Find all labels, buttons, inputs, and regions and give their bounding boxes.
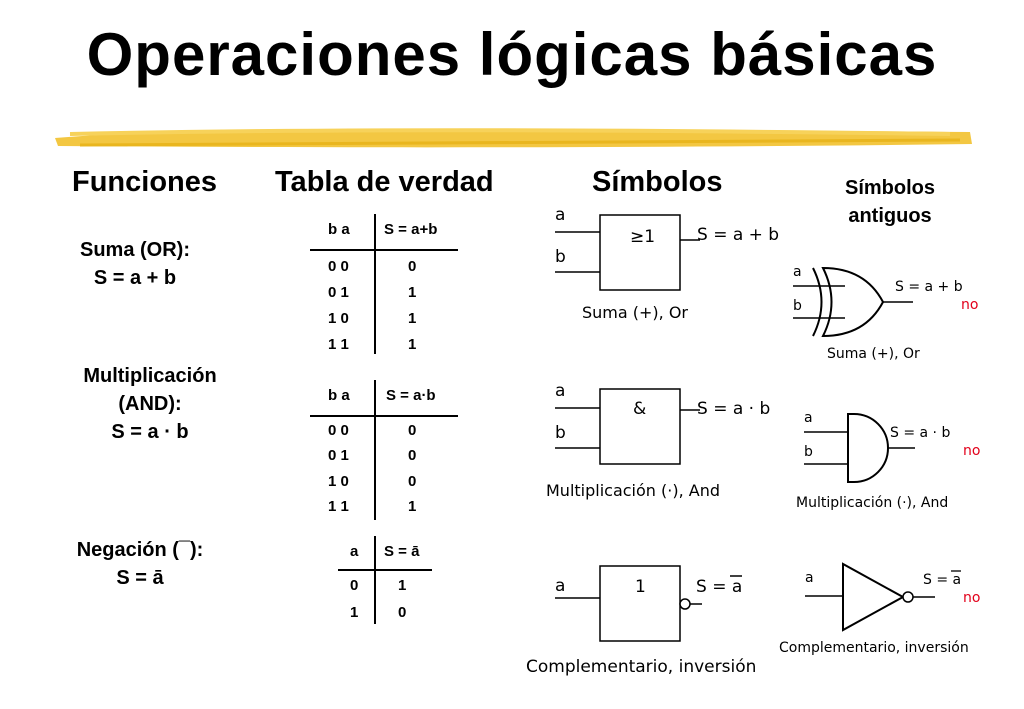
sym-or-caption: Suma (+), Or — [582, 303, 689, 322]
old-not-output — [923, 572, 961, 588]
tt-or-head-in: b a — [328, 221, 350, 238]
tt-or-head-out: S = a+b — [384, 221, 438, 238]
tt-and-head-in: b a — [328, 387, 350, 404]
tt-not-r0-out: 1 — [398, 577, 407, 594]
tt-and-r1-in: 0 1 — [328, 447, 349, 464]
symbol-and-iec — [520, 372, 790, 507]
sym-and-sign: & — [633, 399, 647, 419]
old-and-shape — [848, 414, 888, 482]
symbol-or-iec — [520, 200, 790, 330]
old-or-no: no — [961, 297, 979, 313]
old-and-input-b: b — [804, 444, 813, 460]
tt-or-r0-out: 0 — [408, 258, 417, 275]
tt-and-r3-out: 1 — [408, 498, 417, 515]
tt-not-head-in: a — [350, 543, 359, 560]
function-not-expr: S = ā — [116, 567, 164, 589]
sym-or-output: S = a + b — [697, 225, 780, 245]
sym-not-output-prefix: S = — [696, 577, 732, 597]
tt-not-r1-in: 1 — [350, 604, 359, 621]
old-or-output: S = a + b — [895, 279, 963, 295]
truth-table-not — [330, 530, 450, 630]
tt-and-r3-in: 1 1 — [328, 498, 349, 515]
old-not-output-var: a — [952, 572, 962, 588]
symbol-and-old — [790, 404, 1010, 514]
sym-or-input-a: a — [555, 205, 566, 225]
sym-not-sign: 1 — [635, 577, 646, 597]
sym-or-input-b: b — [555, 247, 566, 267]
function-and-name2: (AND): — [118, 393, 182, 415]
old-or-input-b: b — [793, 298, 802, 314]
sym-and-caption: Multiplicación (·), And — [546, 481, 720, 500]
old-not-caption: Complementario, inversión — [779, 640, 969, 656]
function-and-expr: S = a · b — [111, 421, 189, 443]
header-old-symbols-line2: antiguos — [848, 205, 932, 227]
old-not-no: no — [963, 590, 981, 606]
old-and-output: S = a · b — [890, 425, 951, 441]
header-symbols: Símbolos — [592, 166, 723, 198]
tt-and-r2-in: 1 0 — [328, 473, 349, 490]
old-or-input-a: a — [793, 264, 802, 280]
truth-table-or — [300, 210, 480, 360]
tt-not-r0-in: 0 — [350, 577, 359, 594]
tt-or-r2-in: 1 0 — [328, 310, 349, 327]
old-and-no: no — [963, 443, 981, 459]
symbol-or-old — [785, 258, 1005, 366]
function-or-expr: S = a + b — [93, 267, 177, 289]
header-old-symbols-line1: Símbolos — [844, 177, 935, 199]
tt-or-r1-out: 1 — [408, 284, 417, 301]
old-not-input-a: a — [805, 570, 814, 586]
header-truth-table: Tabla de verdad — [275, 166, 494, 198]
function-and-name: Multiplicación — [83, 365, 217, 387]
sym-not-bubble — [680, 599, 690, 609]
tt-and-head-out: S = a·b — [386, 387, 436, 404]
header-functions: Funciones — [72, 166, 218, 198]
symbol-not-old — [775, 556, 1010, 661]
tt-and-r2-out: 0 — [408, 473, 417, 490]
sym-and-input-a: a — [555, 381, 566, 401]
old-or-shape — [823, 268, 883, 336]
tt-or-r2-out: 1 — [408, 310, 417, 327]
old-not-output-prefix: S = — [923, 572, 953, 588]
sym-not-output — [696, 577, 742, 597]
tt-and-r0-in: 0 0 — [328, 422, 349, 439]
sym-not-output-var: a — [731, 577, 743, 597]
header-old-symbols — [820, 174, 960, 230]
truth-table-and — [300, 376, 480, 526]
tt-not-r1-out: 0 — [398, 604, 407, 621]
old-and-caption: Multiplicación (·), And — [796, 495, 949, 511]
old-or-caption: Suma (+), Or — [827, 346, 920, 362]
sym-not-caption: Complementario, inversión — [526, 657, 757, 676]
function-or — [60, 236, 210, 292]
tt-not-head-out: S = ā — [384, 543, 420, 560]
sym-and-input-b: b — [555, 423, 566, 443]
sym-not-input-a: a — [555, 576, 566, 596]
tt-or-r1-in: 0 1 — [328, 284, 349, 301]
tt-and-r0-out: 0 — [408, 422, 417, 439]
tt-or-r3-out: 1 — [408, 336, 417, 353]
tt-or-r0-in: 0 0 — [328, 258, 349, 275]
function-and — [50, 362, 250, 446]
function-not-name: Negación (¯): — [76, 539, 204, 561]
old-not-bubble — [903, 592, 913, 602]
function-not — [55, 536, 225, 592]
symbol-not-iec — [520, 556, 770, 676]
sym-or-sign: ≥1 — [630, 227, 656, 247]
old-not-triangle — [843, 564, 903, 630]
old-and-input-a: a — [804, 410, 813, 426]
highlight-stroke — [50, 118, 980, 158]
page-title: Operaciones lógicas básicas — [86, 21, 938, 88]
tt-and-r1-out: 0 — [408, 447, 417, 464]
tt-or-r3-in: 1 1 — [328, 336, 349, 353]
sym-and-output: S = a · b — [697, 399, 771, 419]
function-or-name: Suma (OR): — [80, 239, 190, 261]
